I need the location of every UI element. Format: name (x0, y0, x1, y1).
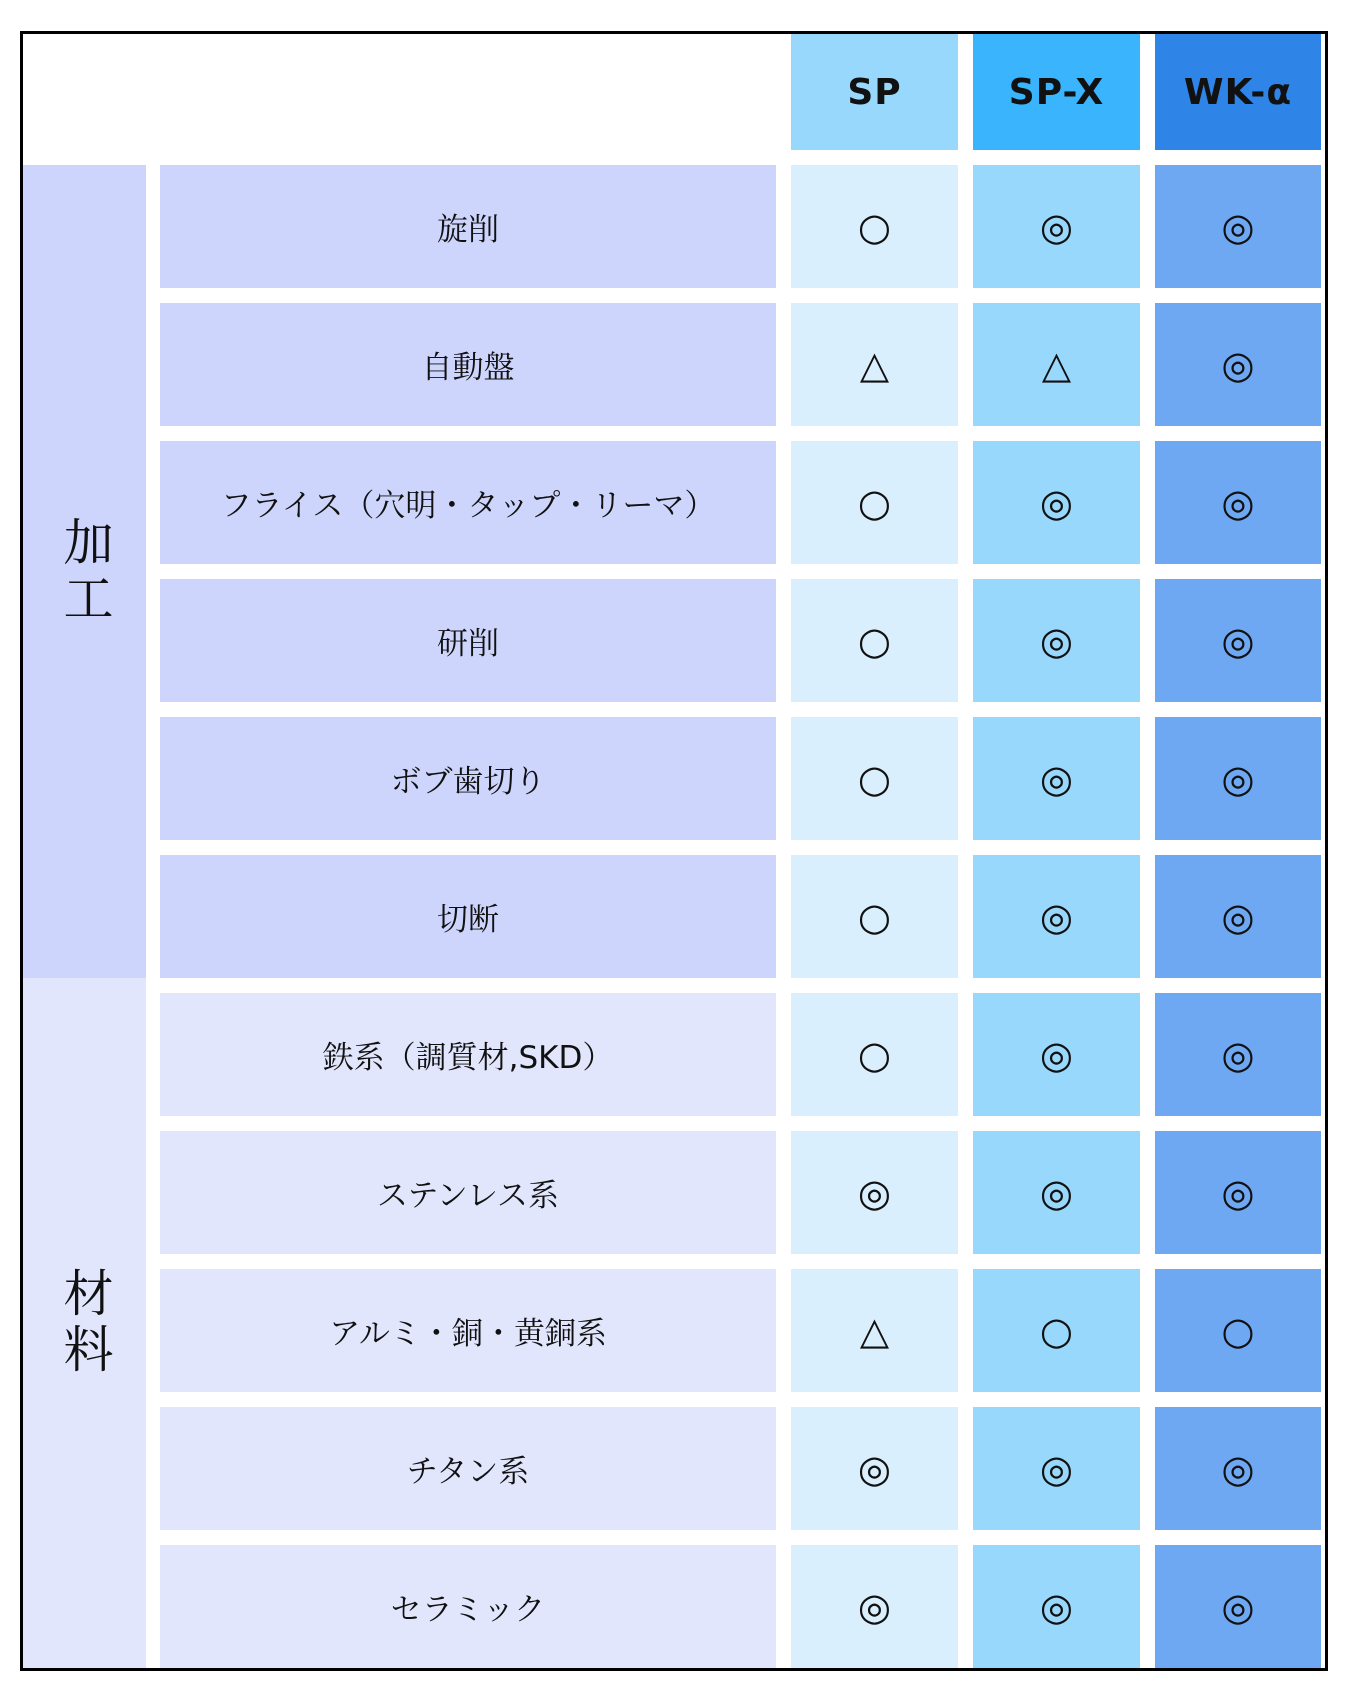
column-header-1: SP-X (973, 34, 1140, 150)
rating-mark: ○ (973, 1269, 1140, 1392)
row-label: ステンレス系 (160, 1131, 776, 1254)
row-label: 研削 (160, 579, 776, 702)
rating-mark: ◎ (973, 579, 1140, 702)
rating-mark: ◎ (1155, 855, 1321, 978)
rating-mark: ◎ (973, 441, 1140, 564)
rating-mark: ◎ (1155, 717, 1321, 840)
rating-mark: ◎ (973, 717, 1140, 840)
rating-mark: △ (973, 303, 1140, 426)
rating-mark: ○ (791, 579, 958, 702)
row-label: チタン系 (160, 1407, 776, 1530)
rating-mark: ◎ (1155, 993, 1321, 1116)
rating-mark: ◎ (973, 1407, 1140, 1530)
row-label: 切断 (160, 855, 776, 978)
rating-mark: ◎ (973, 165, 1140, 288)
row-label: 自動盤 (160, 303, 776, 426)
rating-mark: ◎ (973, 993, 1140, 1116)
group-label-1: 材料 (23, 978, 146, 1668)
rating-mark: ○ (791, 441, 958, 564)
row-label: 鉄系（調質材,SKD） (160, 993, 776, 1116)
group-label-0: 加工 (23, 165, 146, 978)
rating-mark: ○ (791, 165, 958, 288)
row-label: フライス（穴明・タップ・リーマ） (160, 441, 776, 564)
column-header-2: WK-α (1155, 34, 1321, 150)
rating-mark: ◎ (973, 855, 1140, 978)
rating-mark: △ (791, 1269, 958, 1392)
row-label: 旋削 (160, 165, 776, 288)
rating-mark: ○ (791, 855, 958, 978)
comparison-table (20, 31, 1328, 1671)
rating-mark: ○ (791, 717, 958, 840)
rating-mark: ◎ (1155, 165, 1321, 288)
rating-mark: ◎ (973, 1131, 1140, 1254)
rating-mark: ◎ (1155, 441, 1321, 564)
rating-mark: ◎ (791, 1131, 958, 1254)
rating-mark: ◎ (1155, 1545, 1321, 1668)
rating-mark: ◎ (1155, 579, 1321, 702)
rating-mark: ◎ (791, 1545, 958, 1668)
column-header-0: SP (791, 34, 958, 150)
rating-mark: ◎ (1155, 1407, 1321, 1530)
rating-mark: ◎ (791, 1407, 958, 1530)
rating-mark: ○ (1155, 1269, 1321, 1392)
row-label: セラミック (160, 1545, 776, 1668)
rating-mark: ◎ (973, 1545, 1140, 1668)
rating-mark: △ (791, 303, 958, 426)
row-label: アルミ・銅・黄銅系 (160, 1269, 776, 1392)
rating-mark: ○ (791, 993, 958, 1116)
rating-mark: ◎ (1155, 1131, 1321, 1254)
row-label: ボブ歯切り (160, 717, 776, 840)
rating-mark: ◎ (1155, 303, 1321, 426)
